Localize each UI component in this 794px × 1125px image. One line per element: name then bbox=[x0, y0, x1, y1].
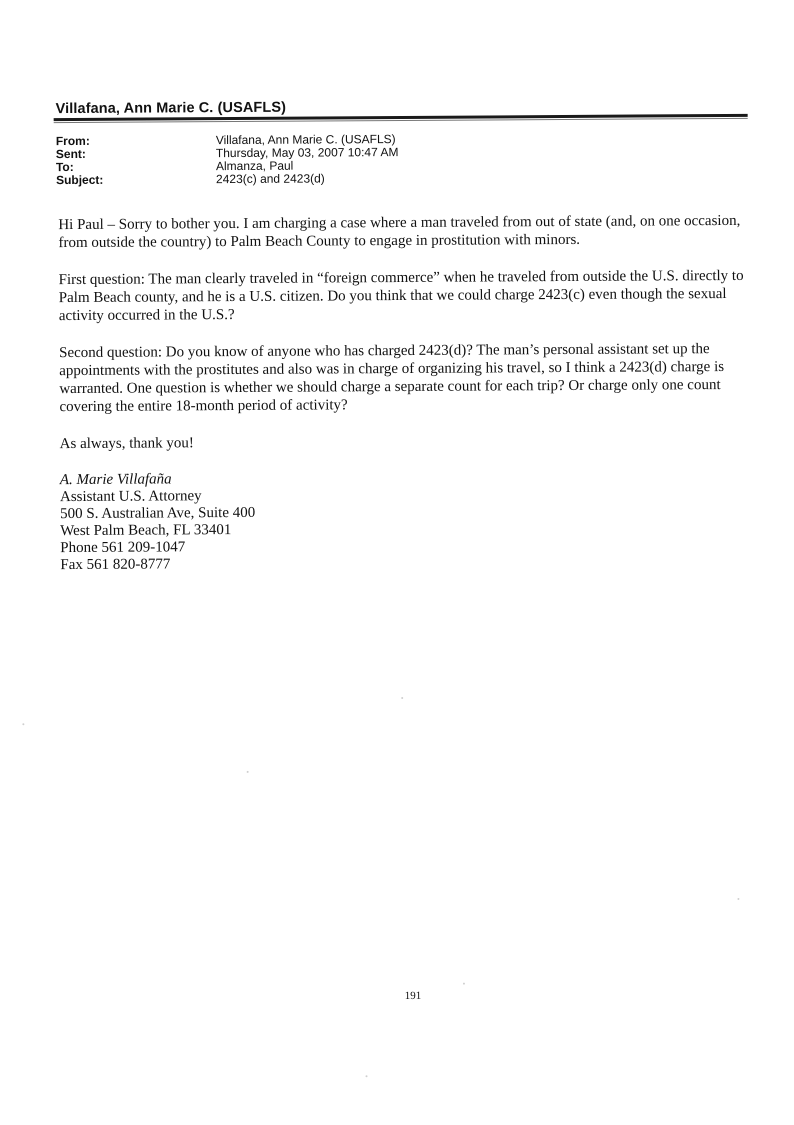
body-paragraph-thanks: As always, thank you! bbox=[59, 435, 194, 453]
from-value: Villafana, Ann Marie C. (USAFLS) bbox=[215, 132, 396, 148]
from-label: From: bbox=[55, 133, 90, 149]
scan-speck bbox=[737, 898, 739, 900]
meta-row-subject bbox=[56, 172, 399, 187]
email-signature bbox=[60, 468, 761, 574]
page-number: 191 bbox=[404, 989, 422, 1002]
body-paragraph-greeting: Hi Paul – Sorry to bother you. I am charging a case where a man traveled from out of state (and, on one occasion, from outside the country) to Palm Beach County to engage in prostitution with minors. bbox=[58, 212, 741, 252]
to-value: Almanza, Paul bbox=[215, 158, 294, 174]
sender-name-heading: Villafana, Ann Marie C. (USAFLS) bbox=[55, 99, 287, 118]
scan-speck bbox=[401, 697, 403, 699]
signature-fax: Fax 561 820-8777 bbox=[60, 556, 171, 574]
email-metadata bbox=[56, 133, 399, 187]
to-label: To: bbox=[55, 159, 74, 175]
body-paragraph-second-question: Second question: Do you know of anyone who has charged 2423(d)? The man’s personal assistant set up the appointments with the prostitutes and also was in charge of organizing his travel, so I think a 2423(d) charge is warranted. One question is whether we should charge a separate count for each trip? Or charge only one count covering the entire 18-month period of activity? bbox=[59, 341, 725, 416]
subject-label: Subject: bbox=[55, 172, 104, 188]
scan-speck bbox=[247, 771, 249, 773]
body-paragraph-first-question: First question: The man clearly traveled in “foreign commerce” when he traveled from outside the U.S. directly to Palm Beach county, and he is a U.S. citizen. Do you think that we could charge 2423(c) even though the sexual activity occurred in the U.S.? bbox=[58, 267, 744, 325]
email-body bbox=[58, 212, 760, 574]
signature-phone: Phone 561 209-1047 bbox=[60, 539, 186, 557]
signature-name: A. Marie Villafaña bbox=[59, 471, 172, 489]
signature-address-line1: 500 S. Australian Ave, Suite 400 bbox=[60, 504, 256, 523]
signature-title: Assistant U.S. Attorney bbox=[59, 488, 202, 506]
scan-speck bbox=[463, 983, 465, 985]
scan-speck bbox=[22, 723, 24, 725]
sent-label: Sent: bbox=[55, 146, 86, 162]
scan-speck bbox=[366, 1075, 368, 1077]
subject-value: 2423(c) and 2423(d) bbox=[215, 171, 325, 187]
signature-address-line2: West Palm Beach, FL 33401 bbox=[60, 522, 232, 540]
sent-value: Thursday, May 03, 2007 10:47 AM bbox=[215, 145, 399, 161]
